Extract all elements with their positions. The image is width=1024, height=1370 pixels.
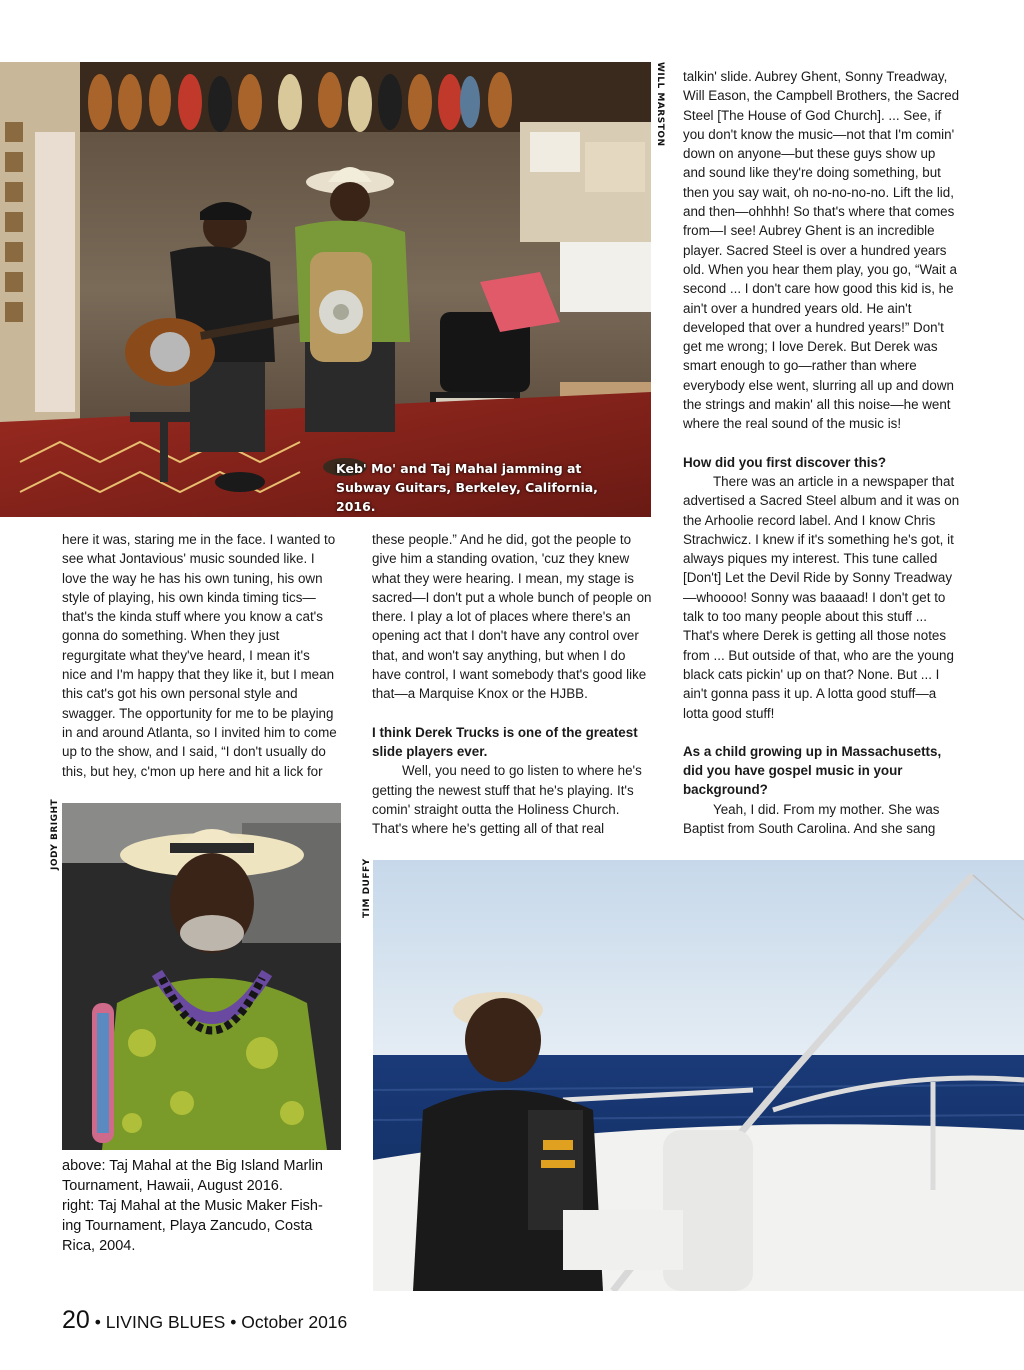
caption-line-2: Tournament, Hawaii, August 2016. — [62, 1178, 283, 1194]
question-gospel: As a child growing up in Massachusetts, did you have gospel music in your background? — [683, 743, 942, 798]
footer-bullet: • — [230, 1312, 237, 1332]
middle-column — [372, 530, 652, 838]
photo-taj-hawaii — [62, 803, 341, 1150]
caption-line-1: above: Taj Mahal at the Big Island Marlin — [62, 1158, 323, 1174]
question-derek: I think Derek Trucks is one of the greatest slide players ever. — [372, 724, 638, 759]
magazine-name: LIVING BLUES — [105, 1312, 226, 1332]
issue-date: October 2016 — [241, 1312, 348, 1332]
page-footer — [62, 1306, 347, 1335]
hawaii-illustration — [62, 803, 341, 1150]
caption-line-4: ing Tournament, Playa Zancudo, Costa — [62, 1218, 313, 1234]
answer-discover: There was an article in a newspaper that advertised a Sacred Steel album and it was on the Arhoolie record label. And I know Chris Strachwicz. I knew if it's something he's got, it always piques my interest. This tune called [Don't] Let the Devil Ride by Sonny Treadway—whoooo! Sonny was baaaad! I don't get to talk to too many people about this stuff ... That's where Derek is getting all those notes from ... But outside of that, who are the young black cats pickin' up on that? None. But ... I ain't gonna pass it up. A lotta good stuff—a lotta good stuff! — [683, 473, 960, 721]
right-column — [683, 67, 960, 838]
photo-caption-overlay — [336, 459, 636, 516]
answer-derek: Well, you need to go listen to where he's getting the newest stuff that he's playing. It's comin' straight outta the Holiness Church. That's where he's getting all of that real — [372, 763, 642, 837]
photo-credit-right: TIM DUFFY — [362, 858, 372, 918]
photo-captions — [62, 1156, 352, 1256]
guitar-shop-illustration — [0, 62, 651, 517]
caption-line-5: Rica, 2004. — [62, 1238, 136, 1254]
photo-taj-fishing — [373, 860, 1024, 1291]
photo-guitar-shop — [0, 62, 651, 517]
photo-credit-top: WILL MARSTON — [655, 62, 665, 147]
left-column-text: here it was, staring me in the face. I wanted to see what Jontavious' music sounded like. I love the way he has his own tuning, his own style of playing, his own kinda timing tics—that's the kinda stuff where you know a cat's gonna do something. When they just regurgitate what they've heard, I mean it's nice and I'm happy that they like it, but I mean this cat's got his own personal style and swagger. The opportunity for me to be playing in and around Atlanta, so I invited him to come up to the show, and I said, “I don't usually do this, but hey, c'mon up here and hit a lick for — [62, 532, 337, 779]
answer-gospel: Yeah, I did. From my mother. She was Baptist from South Carolina. And she sang — [683, 801, 940, 836]
left-column — [62, 530, 338, 781]
caption-line-3: right: Taj Mahal at the Music Maker Fish- — [62, 1198, 323, 1214]
fishing-illustration — [373, 860, 1024, 1291]
page-number: 20 — [62, 1306, 90, 1334]
right-column-intro: talkin' slide. Aubrey Ghent, Sonny Treadway, Will Eason, the Campbell Brothers, the Sacred Steel [The House of God Church]. ... See, if you don't know the music—not that I'm comin' down on anyone—but these guys show up and sound like they're doing something, but then you say wait, oh no-no-no-no. Lift the lid, and then—ohhhh! So that's where that comes from—I see! Aubrey Ghent is an incredible player. Sacred Steel is over a hundred years old. When you hear them play, you go, “Wait a second ... I don't care how good this kid is, he ain't over a hundred years old. He ain't developed that over a hundred years!” Don't get me wrong; I love Derek. But Derek was smart enough to go—rather than where everybody else went, slurring all up and down the strings and makin' all this noise—he went where the real sound of the music is! — [683, 69, 960, 432]
question-discover: How did you first discover this? — [683, 454, 887, 470]
photo-credit-left: JODY BRIGHT — [50, 798, 60, 870]
caption-line-1: Keb' Mo' and Taj Mahal jamming at — [336, 461, 582, 476]
footer-bullet: • — [94, 1312, 101, 1332]
middle-column-text: these people.” And he did, got the people to give him a standing ovation, 'cuz they knew what they were hearing. I mean, my stage is sacred—I don't put a whole bunch of people on there. I play a lot of places where there's an opening act that I don't have any control over that, and won't say anything, but when I do have control, I want somebody that's good like that—a Marquise Knox or the HJBB. — [372, 532, 652, 702]
caption-line-2: Subway Guitars, Berkeley, California, 2016. — [336, 480, 598, 514]
